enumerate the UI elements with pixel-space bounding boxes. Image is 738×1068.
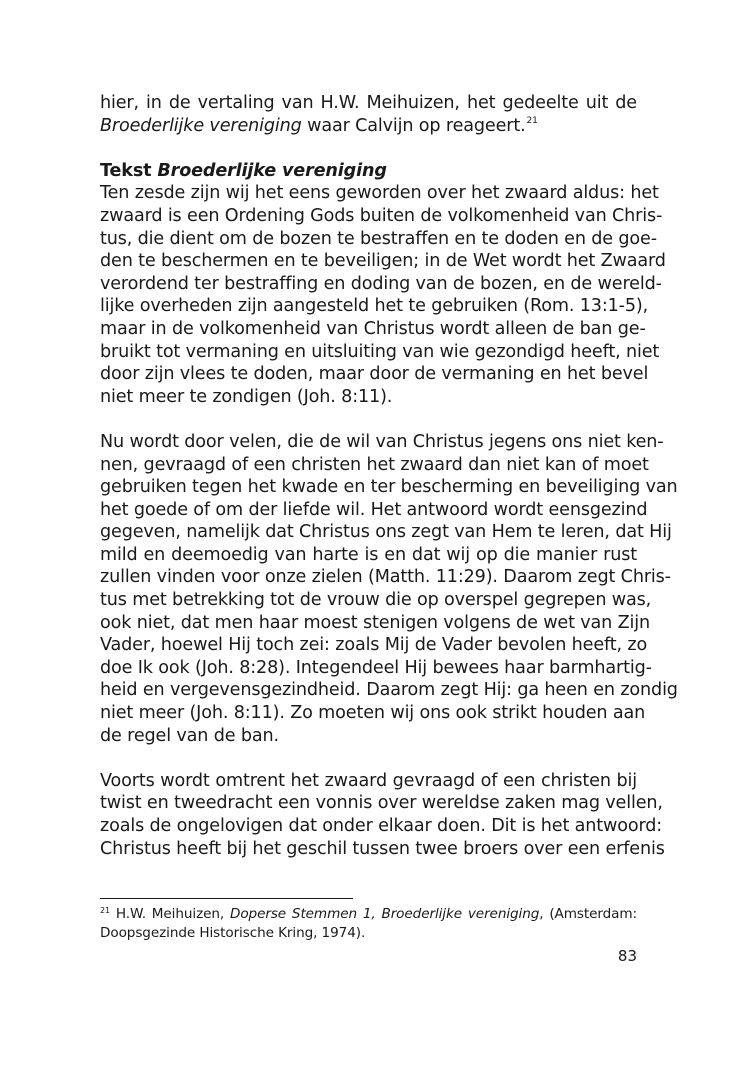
paragraph-line: Ten zesde zijn wij het eens geworden over het zwaard aldus: het: [100, 183, 659, 204]
spacer: [100, 137, 637, 160]
intro-line-2-rest: waar Calvijn op reageert.: [301, 115, 526, 136]
intro-line-1: hier, in de vertaling van H.W. Meihuizen, het gedeelte uit de: [100, 93, 637, 113]
footnote-rest: , (Amsterdam:: [539, 906, 637, 922]
paragraph-line: Nu wordt door velen, die de wil van Christus jegens ons niet ken-: [100, 431, 664, 452]
paragraph-line: twist en tweedracht een vonnis over wereldse zaken mag vellen,: [100, 793, 663, 814]
intro-book-title: Broederlijke vereniging: [100, 115, 302, 136]
footnote-divider: [100, 898, 353, 899]
intro-line-2: [100, 115, 637, 138]
paragraph-line: ook niet, dat men haar moest stenigen volgens de wet van Zijn: [100, 612, 651, 633]
page-number: 83: [617, 947, 637, 965]
paragraph-line: tus met betrekking tot de vrouw die op overspel gegrepen was,: [100, 590, 652, 611]
paragraph-line: zullen vinden voor onze zielen (Matth. 11:29). Daarom zegt Chris-: [100, 567, 671, 588]
spacer: [100, 747, 637, 770]
footnote-reference[interactable]: 21: [526, 115, 538, 126]
heading-italic: Broederlijke vereniging: [157, 160, 387, 181]
paragraph-line: Voorts wordt omtrent het zwaard gevraagd of een christen bij: [100, 770, 637, 791]
section-heading: [100, 160, 637, 183]
footnote-author: H.W. Meihuizen,: [109, 906, 230, 922]
paragraph-line: niet meer (Joh. 8:11). Zo moeten wij ons ook strikt houden aan: [100, 703, 646, 724]
paragraph-line: heid en vergevensgezindheid. Daarom zegt Hij: ga heen en zondig: [100, 680, 678, 701]
paragraph-line: door zijn vlees te doden, maar door de vermaning en het bevel: [100, 364, 649, 385]
page-body: [100, 92, 678, 860]
paragraph-line: tus, die dient om de bozen te bestraffen en te doden en de goe-: [100, 228, 657, 249]
paragraph-line: Christus heeft bij het geschil tussen twee broers over een erfenis: [100, 838, 665, 859]
paragraph-line: verordend ter bestraffing en doding van de bozen, en de wereld-: [100, 273, 662, 294]
paragraph-line: Vader, hoewel Hij toch zei: zoals Mij de Vader bevolen heeft, zo: [100, 635, 648, 656]
heading-prefix: Tekst: [100, 160, 158, 181]
footnote-line-1: [100, 905, 637, 924]
footnote-line-2: Doopsgezinde Historische Kring, 1974).: [100, 924, 366, 941]
paragraph-line: mild en deemoedig van harte is en dat wij op die manier rust: [100, 544, 637, 565]
paragraph-line: doe Ik ook (Joh. 8:28). Integendeel Hij bewees haar barmhartig-: [100, 657, 652, 678]
paragraph-line: het goede of om der liefde wil. Het antwoord wordt eensgezind: [100, 499, 648, 520]
paragraph-line: de regel van de ban.: [100, 725, 279, 746]
paragraph-line: lijke overheden zijn aangesteld het te gebruiken (Rom. 13:1-5),: [100, 296, 649, 317]
paragraph-2: [100, 431, 678, 747]
footnote: [100, 905, 637, 942]
paragraph-line: bruikt tot vermaning en uitsluiting van wie gezondigd heeft, niet: [100, 341, 660, 362]
spacer: [100, 408, 637, 431]
paragraph-line: den te beschermen en te beveiligen; in de Wet wordt het Zwaard: [100, 251, 666, 272]
footnote-title: Doperse Stemmen 1, Broederlijke vereniging: [229, 906, 540, 922]
paragraph-line: nen, gevraagd of een christen het zwaard dan niet kan of moet: [100, 454, 649, 475]
paragraph-line: maar in de volkomenheid van Christus wordt alleen de ban ge-: [100, 318, 646, 339]
paragraph-line: zoals de ongelovigen dat onder elkaar doen. Dit is het antwoord:: [100, 816, 663, 836]
paragraph-line: niet meer te zondigen (Joh. 8:11).: [100, 386, 393, 407]
paragraph-3: [100, 770, 665, 860]
paragraph-line: zwaard is een Ordening Gods buiten de volkomenheid van Chris-: [100, 205, 663, 226]
paragraph-line: gegeven, namelijk dat Christus ons zegt van Hem te leren, dat Hij: [100, 522, 672, 543]
footnote-number: 21: [100, 906, 110, 915]
paragraph-1: [100, 182, 666, 408]
paragraph-line: gebruiken tegen het kwade en ter bescherming en beveiliging van: [100, 477, 678, 498]
